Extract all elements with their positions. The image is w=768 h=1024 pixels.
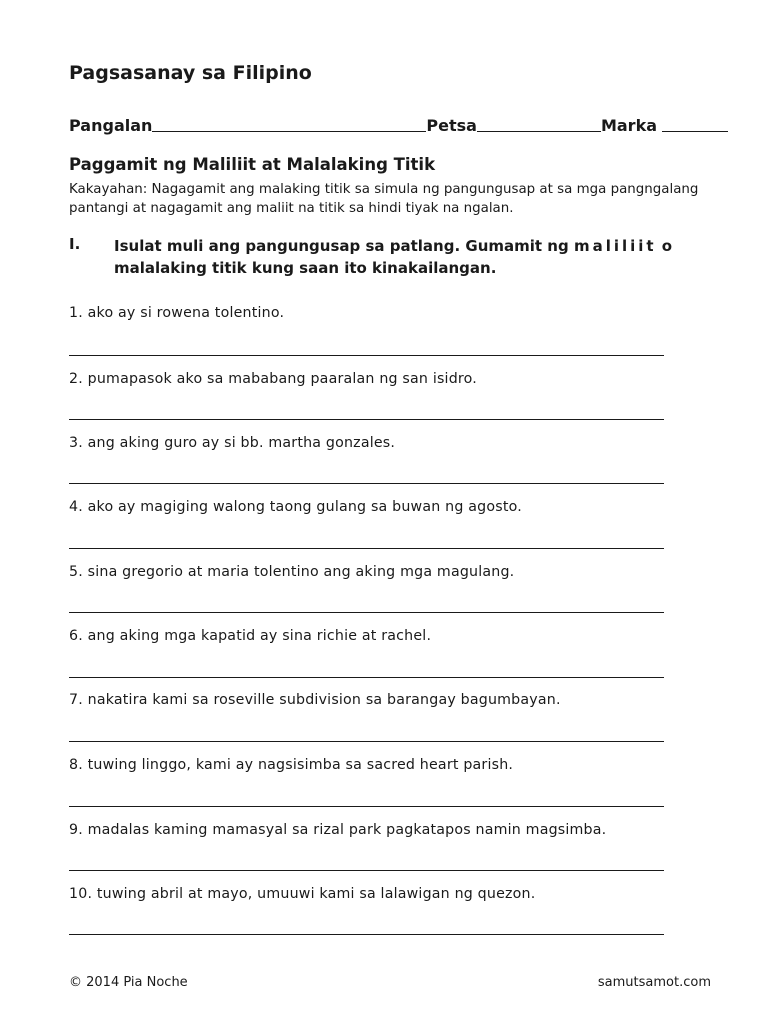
date-blank[interactable] <box>477 114 601 132</box>
exercise-item: 3. ang aking guro ay si bb. martha gonzales. <box>69 435 396 451</box>
answer-line[interactable] <box>69 419 664 420</box>
answer-line[interactable] <box>69 677 664 678</box>
exercise-item: 1. ako ay si rowena tolentino. <box>69 305 285 321</box>
answer-line[interactable] <box>69 934 664 935</box>
name-label: Pangalan <box>69 116 153 135</box>
skill-description: Kakayahan: Nagagamit ang malaking titik sa simula ng pangungusap at sa mga pangngalang pantangi at nagagamit ang maliit na titik sa hindi tiyak na ngalan. <box>69 182 699 216</box>
exercise-item: 8. tuwing linggo, kami ay nagsisimba sa sacred heart parish. <box>69 757 514 773</box>
answer-line[interactable] <box>69 483 664 484</box>
exercise-item: 5. sina gregorio at maria tolentino ang aking mga magulang. <box>69 564 515 580</box>
exercise-item: 2. pumapasok ako sa mababang paaralan ng san isidro. <box>69 371 477 387</box>
instruction-number: I. <box>69 235 81 253</box>
grade-label: Marka <box>600 116 657 135</box>
answer-line[interactable] <box>69 612 664 613</box>
exercise-item: 6. ang aking mga kapatid ay sina richie at rachel. <box>69 628 432 644</box>
worksheet-title: Pagsasanay sa Filipino <box>69 62 312 84</box>
instruction-text-start: Isulat muli ang pangungusap sa patlang. Gumamit ng <box>114 237 574 255</box>
name-blank[interactable] <box>152 114 426 132</box>
exercise-item: 4. ako ay magiging walong taong gulang sa buwan ng agosto. <box>69 499 522 515</box>
exercise-item: 7. nakatira kami sa roseville subdivision sa barangay bagumbayan. <box>69 692 561 708</box>
grade-blank[interactable] <box>662 114 728 132</box>
instruction-text-end: o malalaking titik kung saan ito kinakailangan. <box>114 237 673 277</box>
instruction-text <box>114 235 694 279</box>
student-info-fields <box>69 114 728 135</box>
exercise-item: 9. madalas kaming mamasyal sa rizal park pagkatapos namin magsimba. <box>69 822 607 838</box>
answer-line[interactable] <box>69 741 664 742</box>
section-title: Paggamit ng Maliliit at Malalaking Titik <box>69 155 436 174</box>
copyright-notice: © 2014 Pia Noche <box>69 975 188 990</box>
answer-line[interactable] <box>69 355 664 356</box>
exercise-item: 10. tuwing abril at mayo, umuuwi kami sa lalawigan ng quezon. <box>69 886 536 902</box>
answer-line[interactable] <box>69 806 664 807</box>
answer-line[interactable] <box>69 548 664 549</box>
date-label: Petsa <box>426 116 477 135</box>
website-link[interactable]: samutsamot.com <box>597 975 711 990</box>
answer-line[interactable] <box>69 870 664 871</box>
instruction-emphasis: maliliit <box>573 237 657 255</box>
